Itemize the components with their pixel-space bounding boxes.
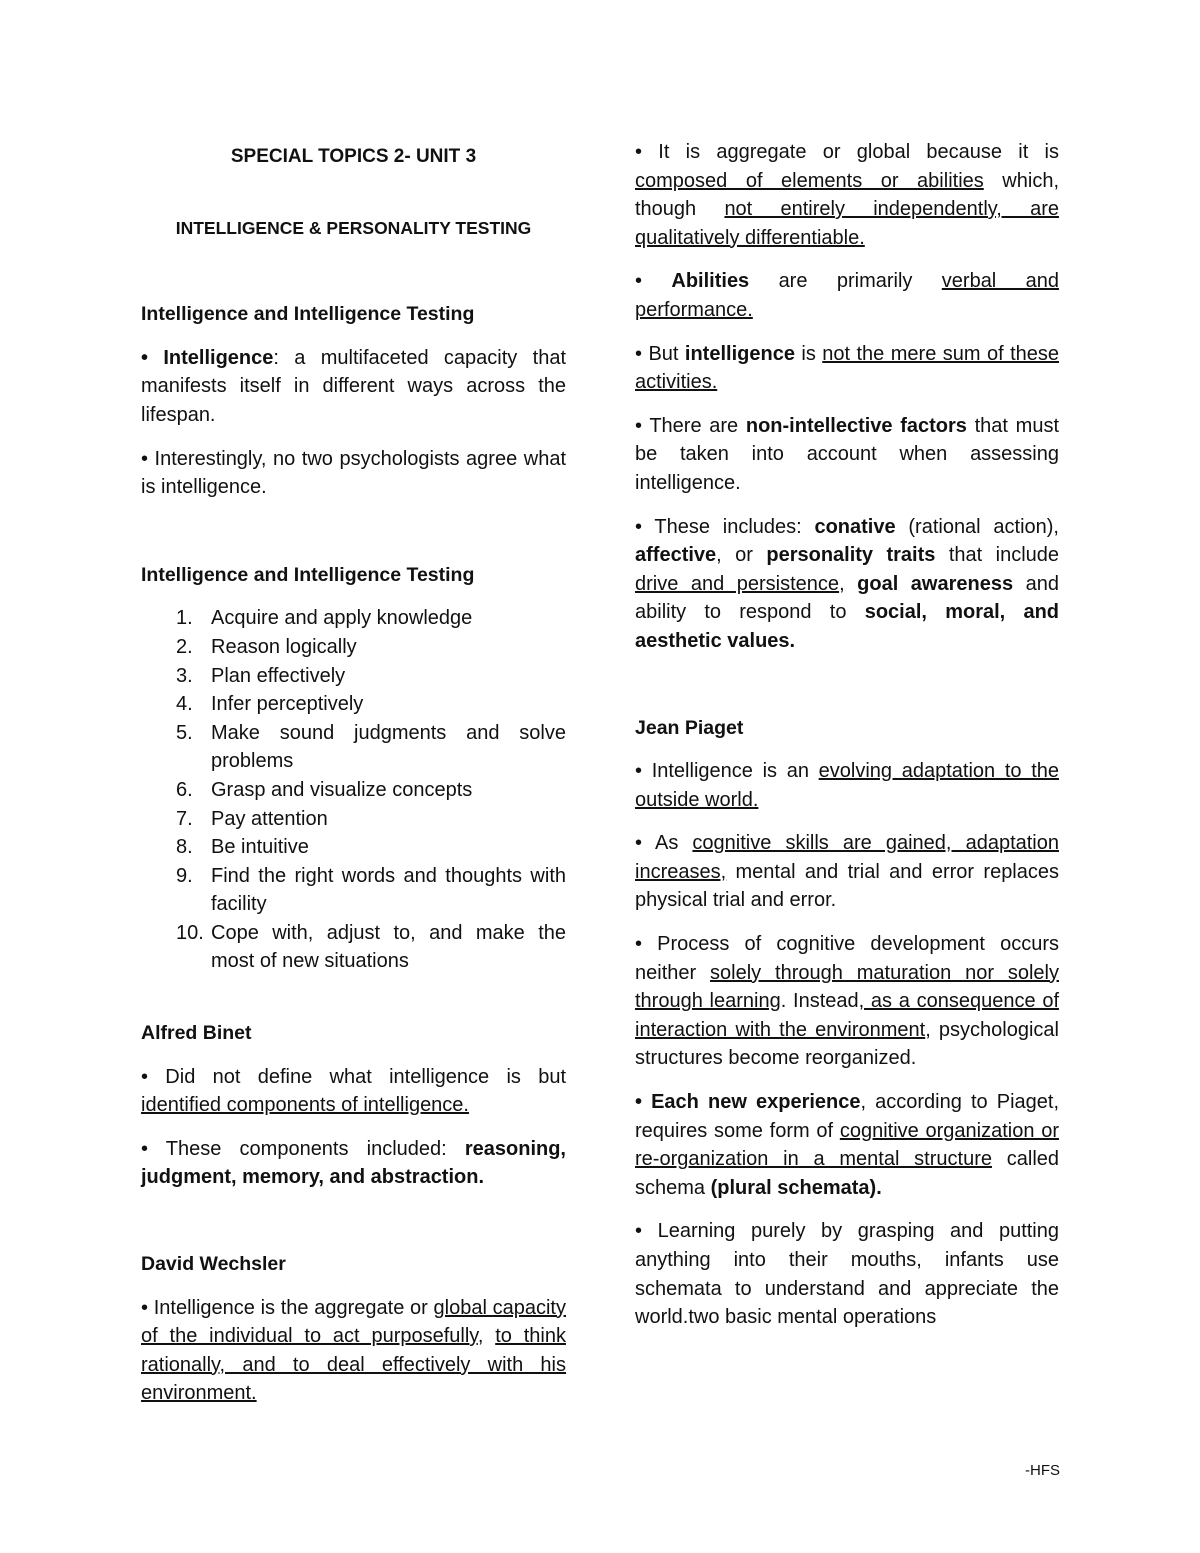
paragraph-psychologists-disagree: • Interestingly, no two psychologists agree what is intelligence. xyxy=(141,447,566,499)
paragraph-piaget-cognitive-skills: • As cognitive skills are gained, adaptation increases, mental and trial and error replaces physical trial and error. xyxy=(635,832,1059,912)
list-item-number: 7. xyxy=(176,807,193,830)
list-item xyxy=(141,633,566,662)
section-heading-intelligence-testing: Intelligence and Intelligence Testing xyxy=(141,303,475,326)
list-item xyxy=(141,690,566,719)
list-item xyxy=(141,604,566,633)
list-item-text: Infer perceptively xyxy=(211,693,364,716)
list-item-text: Cope with, adjust to, and make the most of new situations xyxy=(211,921,566,973)
list-item-text: Grasp and visualize concepts xyxy=(211,778,473,801)
paragraph-factors-includes: • These includes: conative (rational action), affective, or personality traits that include drive and persistence, goal awareness and ability to respond to social, moral, and aesthetic values. xyxy=(635,515,1060,652)
list-item-text: Plan effectively xyxy=(211,664,346,687)
list-item-text: Acquire and apply knowledge xyxy=(211,607,473,630)
section-heading-david-wechsler: David Wechsler xyxy=(141,1253,286,1276)
list-item-text: Be intuitive xyxy=(211,836,309,859)
document-title: SPECIAL TOPICS 2- UNIT 3 xyxy=(230,146,477,167)
list-item-text: Reason logically xyxy=(211,635,357,658)
list-item xyxy=(141,719,566,776)
list-item xyxy=(141,862,566,919)
right-column xyxy=(635,138,1059,1332)
paragraph-intelligence-definition: • Intelligence: a multifaceted capacity that manifests itself in different ways across the lifespan. xyxy=(141,346,567,426)
list-item-text: Find the right words and thoughts with facility xyxy=(211,864,566,916)
section-heading-jean-piaget: Jean Piaget xyxy=(635,716,744,739)
list-item-number: 4. xyxy=(176,693,193,716)
paragraph-abilities: • Abilities are primarily verbal and performance. xyxy=(635,270,1059,321)
list-item-number: 3. xyxy=(176,664,193,687)
list-item-number: 9. xyxy=(176,864,193,887)
abilities-list xyxy=(141,604,566,976)
list-item xyxy=(141,776,566,805)
section-heading-alfred-binet: Alfred Binet xyxy=(141,1022,252,1045)
list-item-number: 10. xyxy=(176,921,204,944)
paragraph-piaget-adaptation: • Intelligence is an evolving adaptation to the outside world. xyxy=(635,760,1059,811)
paragraph-piaget-experience: • Each new experience, according to Piaget, requires some form of cognitive organization or re-organization in a mental structure called schema (plural schemata). xyxy=(635,1091,1060,1199)
paragraph-piaget-learning: • Learning purely by grasping and putting anything into their mouths, infants use schemata to understand and appreciate the world.two basic mental operations xyxy=(635,1220,1059,1329)
paragraph-binet-components: • Did not define what intelligence is but identified components of intelligence. xyxy=(141,1065,566,1117)
document-subtitle: INTELLIGENCE & PERSONALITY TESTING xyxy=(175,217,532,238)
list-item xyxy=(141,662,566,691)
list-item-number: 5. xyxy=(176,721,193,744)
list-item-number: 8. xyxy=(176,836,193,859)
paragraph-binet-components-list: • These components included: reasoning, judgment, memory, and abstraction. xyxy=(141,1137,566,1189)
paragraph-wechsler-definition: • Intelligence is the aggregate or global capacity of the individual to act purposefully, to think rationally, and to deal effectively with his environment. xyxy=(141,1296,566,1405)
left-column xyxy=(141,138,566,1408)
list-item-text: Make sound judgments and solve problems xyxy=(211,721,566,773)
page-footer: -HFS xyxy=(1025,1462,1060,1479)
list-item xyxy=(141,805,566,834)
paragraph-not-mere-sum: • But intelligence is not the mere sum of these activities. xyxy=(635,342,1060,394)
list-item xyxy=(141,919,566,976)
list-item-number: 6. xyxy=(176,778,193,801)
paragraph-aggregate-global: • It is aggregate or global because it is composed of elements or abilities which, though not entirely independently, are qualitatively differentiable. xyxy=(635,141,1059,249)
list-item-text: Pay attention xyxy=(211,807,328,830)
paragraph-non-intellective-factors: • There are non-intellective factors that must be taken into account when assessing intelligence. xyxy=(635,414,1060,494)
section-heading-intelligence-testing-list: Intelligence and Intelligence Testing xyxy=(141,563,475,586)
list-item xyxy=(141,833,566,862)
list-item-number: 1. xyxy=(176,607,193,630)
list-item-number: 2. xyxy=(176,635,193,658)
paragraph-piaget-development: • Process of cognitive development occurs neither solely through maturation nor solely through learning. Instead, as a consequence of interaction with the environment, psychological structures become reorganized. xyxy=(635,933,1059,1070)
